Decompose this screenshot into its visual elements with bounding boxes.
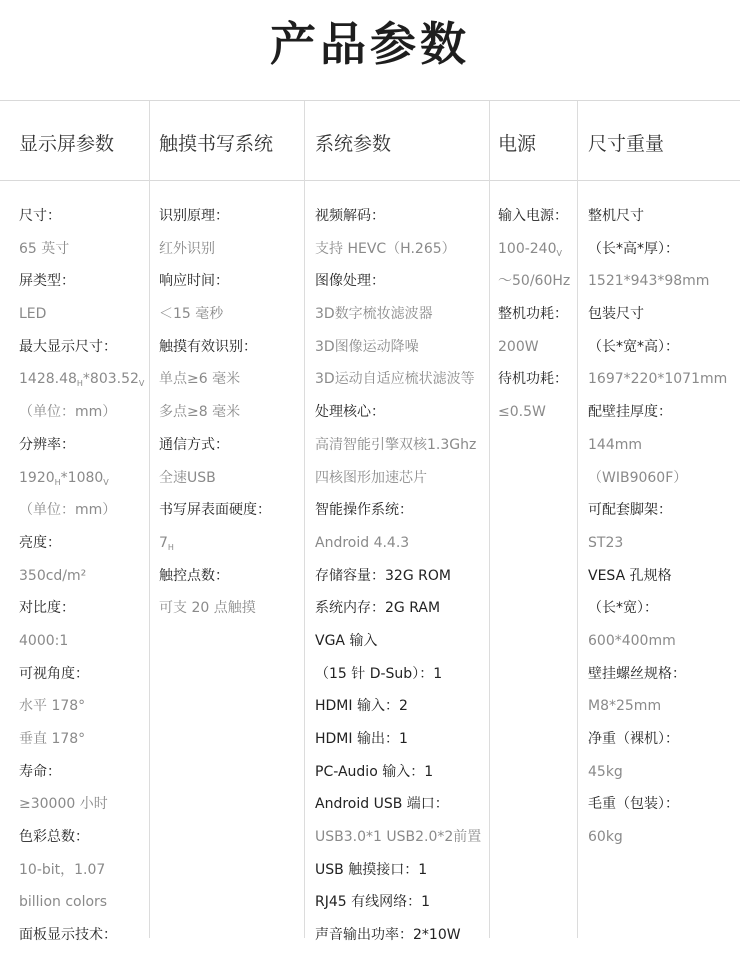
spec-value: （WIB9060F）	[588, 469, 688, 486]
spec-label: PC-Audio 输入：1	[315, 763, 434, 780]
spec-value: $7_H$	[159, 534, 174, 552]
spec-value: 10-bit，1.07	[19, 861, 106, 878]
spec-value: ＜15 毫秒	[159, 306, 224, 323]
column-power-params	[498, 206, 570, 435]
spec-value: $100-240_V$	[498, 240, 562, 258]
spec-label: 视频解码：	[315, 208, 385, 224]
spec-value: 可支 20 点触摸	[159, 600, 256, 617]
spec-label: HDMI 输入：2	[315, 698, 408, 715]
spec-table	[0, 100, 740, 944]
spec-label: 待机功耗：	[498, 371, 568, 388]
spec-value: ≥30000 小时	[19, 796, 108, 813]
spec-value: 45kg	[588, 763, 623, 780]
spec-label: 对比度：	[19, 600, 75, 617]
spec-value: 1697*220*1071mm	[588, 371, 728, 388]
spec-label: 分辨率：	[19, 436, 75, 453]
spec-label: 通信方式：	[159, 436, 229, 453]
spec-label: 输入电源：	[498, 208, 568, 224]
spec-value: 60kg	[588, 829, 623, 846]
spec-label: 处理核心：	[315, 404, 385, 421]
spec-label: 整机功耗：	[498, 306, 568, 323]
spec-value: USB3.0*1 USB2.0*2前置	[315, 829, 482, 846]
spec-label: 声音输出功率：2*10W	[315, 927, 461, 944]
spec-value: 多点≥8 毫米	[159, 404, 241, 421]
spec-label: 面板显示技术：	[19, 927, 117, 944]
column-header-power: 电源	[498, 133, 537, 155]
spec-label: 书写屏表面硬度：	[159, 502, 271, 519]
spec-label: 亮度：	[19, 534, 61, 551]
spec-label: Android USB 端口：	[315, 796, 449, 813]
column-display-params	[19, 206, 144, 958]
spec-label: 整机尺寸	[588, 208, 644, 224]
spec-value: （单位：mm）	[19, 404, 117, 421]
spec-value: 350cd/m²	[19, 567, 87, 584]
spec-value: 600*400mm	[588, 632, 676, 649]
spec-value: 四核图形加速芯片	[315, 469, 427, 486]
spec-label: 触摸有效识别：	[159, 338, 257, 355]
spec-value: 全速USB	[159, 469, 216, 486]
spec-value: 4000:1	[19, 632, 69, 649]
spec-value: ～50/60Hz	[498, 273, 571, 290]
spec-value: 3D运动自适应梳状滤波等	[315, 371, 475, 388]
spec-label: RJ45 有线网络：1	[315, 894, 431, 911]
spec-value: 200W	[498, 338, 539, 355]
spec-label: 屏类型：	[19, 273, 75, 290]
column-divider	[304, 101, 305, 938]
column-divider	[577, 101, 578, 938]
spec-label: 壁挂螺丝规格：	[588, 665, 686, 682]
spec-label: （长*宽*高）：	[588, 338, 679, 355]
spec-value: M8*25mm	[588, 698, 662, 715]
spec-value: ST23	[588, 534, 624, 551]
spec-value: 1521*943*98mm	[588, 273, 710, 290]
spec-value: LED	[19, 306, 47, 323]
spec-value: 水平 178°	[19, 698, 86, 715]
spec-label: VGA 输入	[315, 632, 378, 649]
spec-value: 3D数字梳妆滤波器	[315, 306, 433, 323]
spec-label: 包装尺寸	[588, 306, 644, 323]
spec-label: 响应时间：	[159, 273, 229, 290]
column-system-params	[315, 206, 481, 958]
spec-label: USB 触摸接口：1	[315, 861, 428, 878]
spec-label: 图像处理：	[315, 273, 385, 290]
column-header-system: 系统参数	[315, 133, 392, 155]
spec-label: 寿命：	[19, 763, 61, 780]
spec-label: 识别原理：	[159, 208, 229, 224]
spec-value: 垂直 178°	[19, 731, 86, 747]
spec-value: （单位：mm）	[19, 502, 117, 519]
spec-value: 65 英寸	[19, 240, 70, 257]
spec-label: 毛重（包装）：	[588, 796, 679, 813]
column-header-size-weight: 尺寸重量	[588, 133, 665, 155]
spec-label: 系统内存：2G RAM	[315, 600, 441, 617]
spec-label: HDMI 输出：1	[315, 731, 408, 747]
column-touch-params	[159, 206, 271, 631]
spec-value: 单点≥6 毫米	[159, 371, 241, 388]
spec-label: 存储容量：32G ROM	[315, 567, 451, 584]
spec-value: 红外识别	[159, 240, 215, 257]
spec-value: ≤0.5W	[498, 404, 546, 421]
spec-label: （长*高*厚）：	[588, 240, 679, 257]
spec-value: 3D图像运动降噪	[315, 338, 419, 355]
spec-value: Android 4.4.3	[315, 534, 410, 551]
spec-label: 最大显示尺寸：	[19, 338, 117, 355]
spec-label: （长*宽）：	[588, 600, 658, 617]
spec-label: （15 针 D-Sub）：1	[315, 665, 443, 682]
spec-label: 可视角度：	[19, 665, 89, 682]
spec-value: 144mm	[588, 436, 642, 453]
spec-value: billion colors	[19, 894, 108, 911]
spec-label: 配壁挂厚度：	[588, 404, 672, 421]
spec-value: $1428.48_H*803.52_V$	[19, 371, 145, 389]
column-divider	[489, 101, 490, 938]
column-header-display: 显示屏参数	[19, 133, 115, 155]
spec-value: 支持 HEVC（H.265）	[315, 240, 456, 257]
spec-label: 尺寸：	[19, 208, 61, 224]
column-divider	[149, 101, 150, 938]
spec-value: 高清智能引擎双核1.3Ghz	[315, 436, 477, 453]
spec-label: 智能操作系统：	[315, 502, 413, 519]
spec-label: 色彩总数：	[19, 829, 89, 846]
column-header-touch: 触摸书写系统	[159, 133, 274, 155]
spec-label: 触控点数：	[159, 567, 229, 584]
spec-value: $1920_H*1080_V$	[19, 469, 109, 487]
spec-label: VESA 孔规格	[588, 567, 672, 584]
column-size-weight-params	[588, 206, 727, 860]
page-title: 产品参数	[270, 17, 470, 71]
spec-label: 净重（裸机）：	[588, 731, 679, 747]
spec-label: 可配套脚架：	[588, 502, 672, 519]
